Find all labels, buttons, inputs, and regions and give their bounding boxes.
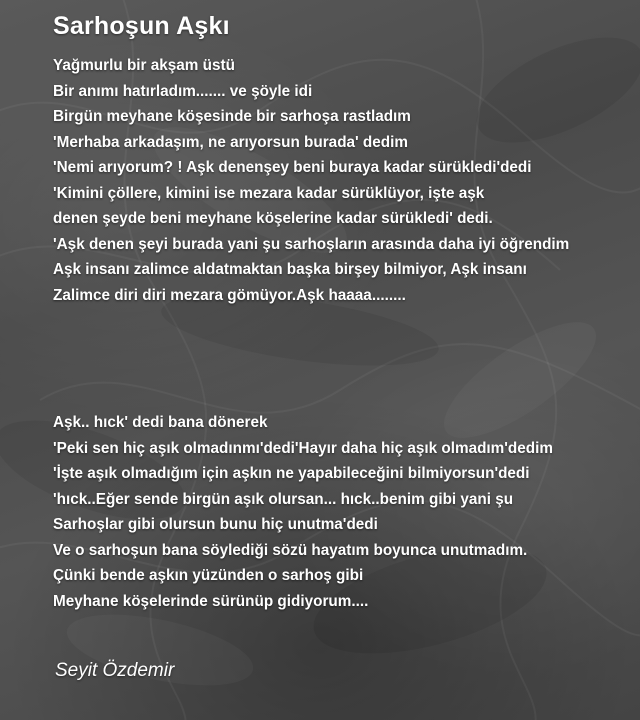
poem-line: 'İşte aşık olmadığım için aşkın ne yapabileceğini bilmiyorsun'dedi [53, 465, 530, 482]
poem-line: Meyhane köşelerinde sürünüp gidiyorum.... [53, 592, 369, 610]
poem-line: Zalimce diri diri mezara gömüyor.Aşk haaaa........ [53, 286, 406, 304]
poem-line: 'Aşk denen şeyi burada yani şu sarhoşların arasında daha iyi öğrendim [53, 235, 570, 253]
poem-line: 'hıck..Eğer sende birgün aşık olursan... hıck..benim gibi yani şu [53, 490, 514, 508]
stanza-2 [53, 410, 553, 614]
poem-line: denen şeyde beni meyhane köşelerine kadar sürükledi' dedi. [53, 210, 493, 227]
poem-line: Birgün meyhane köşesinde bir sarhoşa rastladım [53, 108, 411, 125]
poem-line: Aşk insanı zalimce aldatmaktan başka birşey bilmiyor, Aşk insanı [53, 261, 527, 278]
poem-line: Ve o sarhoşun bana söylediği sözü hayatım boyunca unutmadım. [53, 541, 528, 559]
poem-line: Çünki bende aşkın yüzünden o sarhoş gibi [53, 567, 364, 584]
poem-line: Bir anımı hatırladım....... ve şöyle idi [53, 82, 313, 100]
poem-line: Aşk.. hıck' dedi bana dönerek [53, 414, 268, 431]
poem-line: Yağmurlu bir akşam üstü [53, 57, 235, 74]
poem-author: Seyit Özdemir [55, 660, 175, 681]
poem-title: Sarhoşun Aşkı [53, 12, 230, 40]
poem-line: 'Nemi arıyorum? ! Aşk denenşey beni buraya kadar sürükledi'dedi [53, 159, 532, 176]
stanza-1 [53, 53, 569, 308]
poem-line: 'Merhaba arkadaşım, ne arıyorsun burada' dedim [53, 133, 408, 151]
poem-line: Sarhoşlar gibi olursun bunu hiç unutma'dedi [53, 516, 378, 533]
poem-line: 'Kimini çöllere, kimini ise mezara kadar sürüklüyor, işte aşk [53, 184, 485, 202]
poem-line: 'Peki sen hiç aşık olmadınmı'dedi'Hayır daha hiç aşık olmadım'dedim [53, 439, 553, 457]
